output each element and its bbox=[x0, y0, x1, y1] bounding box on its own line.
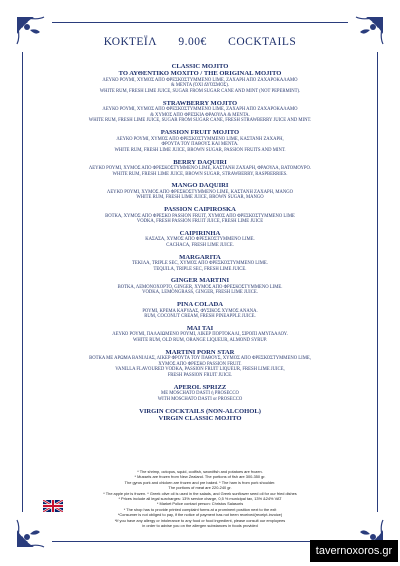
menu-item bbox=[42, 277, 358, 296]
item-name: BERRY DAQUIRI bbox=[173, 158, 227, 166]
menu-item bbox=[42, 206, 358, 225]
item-description: VODKA, LEMONGRASS, GINGER, FRESH LIME JUICE. bbox=[142, 290, 258, 296]
item-name: PASSION CAIPIROSKA bbox=[164, 206, 236, 214]
item-name: CAIPIRINHA bbox=[179, 229, 221, 237]
note-line: * The shop has to provide printed complaint forms at a prominent position next to the exit bbox=[123, 506, 277, 512]
item-name: MANGO DAQUIRI bbox=[171, 182, 229, 190]
page-title bbox=[0, 36, 400, 48]
item-name: VIRGIN CLASSIC MOJITO bbox=[158, 414, 242, 422]
title-greek: ΚΟΚΤΕΪΛ bbox=[103, 36, 158, 48]
note-line: The gyros pork and chicken are frozen and pre baked. * The ham is from pork shoulder. bbox=[124, 479, 276, 485]
item-description: WHITE RUM, FRESH LIME JUICE, BROWN SUGAR, PASSION FRUITS AND MINT. bbox=[114, 147, 286, 153]
cocktail-list bbox=[42, 63, 358, 428]
item-description: VODKA, FRESH PASSION FRUIT JUICE, FRESH LIME JUICE bbox=[136, 219, 264, 225]
note-line: * The shrimp, octopus, squid, codfish, swordfish and potatoes are frozen. bbox=[137, 469, 263, 474]
item-name: STRAWBERRY MOJITO bbox=[162, 99, 238, 107]
menu-item bbox=[42, 129, 358, 153]
note-line: *Consumer is not obliged to pay, if the notice of payment has not been received(receipt-invoice) bbox=[117, 512, 283, 518]
item-description: TEQUILA, TRIPLE SEC, FRESH LIME JUICE. bbox=[153, 266, 247, 272]
item-name: PASSION FRUIT MOJITO bbox=[160, 129, 240, 137]
item-description: RUM, COCONUT CREAM, FRESH PINEAPPLE JUICE. bbox=[144, 314, 256, 320]
item-description: ΒΟΤΚΑ, ΛΕΜΟΝΟΧΟΡΤΟ, GINGER, ΧΥΜΟΣ ΑΠΟ ΦΡΕΣΚΟΣΤΥΜΜΕΝΟ LIME. bbox=[117, 284, 283, 290]
item-name: MARGARITA bbox=[179, 253, 221, 261]
item-description: VANILLA FLAVOURED VODKA, PASSION FRUIT LIQUEUR, FRESH LIME JUICE, bbox=[115, 367, 285, 373]
item-description: & ΧΥΜΟΣ ΑΠΟ ΦΡΕΣΚΙΑ ΦΡΑΟΥΛΑ & ΜΕΝΤΑ. bbox=[150, 112, 250, 118]
note-line: *If you have any allergy or intolerance to any food or food ingredient, please consult our employees bbox=[114, 517, 286, 523]
note-line: * The apple pie is frozen. * Greek olive oil is used in the salads, and Greek sunflower seed oil for our fried dishes bbox=[103, 490, 297, 496]
item-description: ΜΕ MOSCHATO DASTI ή PROSECCO bbox=[161, 391, 239, 397]
item-description: FRESH PASSION FRUIT JUICE. bbox=[167, 372, 233, 378]
item-description: ΛΕΥΚΟ ΡΟΥΜΙ, ΧΥΜΟΣ ΑΠΟ ΦΡΕΣΚΟΣΤΥΜΜΕΝΟ LIME, ΚΑΣΤΑΝΗ ΖΑΧΑΡΗ, ΦΡΑΟΥΛΑ, ΒΑΤΟΜΟΥΡΟ. bbox=[88, 165, 312, 171]
uk-flag-icon[interactable] bbox=[43, 500, 63, 512]
menu-item bbox=[42, 325, 358, 344]
item-description: ΧΥΜΟΣ ΑΠΟ ΦΡΕΣΚΟ PASSION FRUIT. bbox=[158, 361, 242, 367]
item-description: WHITE RUM, OLD RUM, ORANGE LIQUEUR, ALMOND SYRUP. bbox=[133, 338, 267, 343]
frame-line-left bbox=[22, 52, 23, 512]
menu-item bbox=[42, 408, 358, 423]
menu-item bbox=[42, 63, 358, 95]
item-description: CACHACA, FRESH LIME JUICE. bbox=[166, 242, 234, 248]
item-description: ΛΕΥΚΟ ΡΟΥΜΙ, ΠΑΛΑΙΩΜΕΝΟ ΡΟΥΜΙ, ΛΙΚΕΡ ΠΟΡΤΟΚΑΛΙ, ΣΙΡΟΠΙ ΑΜΥΓΔΑΛΟΥ. bbox=[112, 332, 288, 338]
item-description: WHITE RUM, FRESH LIME JUICE, BROWN SUGAR, STRAWBERRY, RASPBERRIES. bbox=[112, 171, 288, 177]
item-description: WHITE RUM, FRESH LIME JUICE, SUGAR FROM SUGAR CANE, FRESH STRAWBERRY JUICE AND MINT. bbox=[88, 118, 312, 124]
menu-item bbox=[42, 230, 358, 249]
item-description: ΛΕΥΚΟ ΡΟΥΜΙ, ΧΥΜΟΣ ΑΠΟ ΦΡΕΣΚΟΣΤΥΜΜΕΝΟ LIME, ΖΑΧΑΡΗ ΑΠΟ ΖΑΧΑΡΟΚΑΛΑΜΟ bbox=[102, 77, 298, 83]
legal-notes bbox=[40, 469, 360, 528]
item-name: PINA COLADA bbox=[177, 301, 223, 309]
item-name: ΤΟ ΑΥΘΕΝΤΙΚΟ ΜΟΧΙΤΟ / THE ORIGINAL MOJITO bbox=[118, 70, 282, 78]
site-watermark: tavernoxoros.gr bbox=[310, 540, 398, 562]
item-name: GINGER MARTINI bbox=[170, 277, 230, 285]
frame-line-top bbox=[52, 22, 348, 23]
item-name: CLASSIC MOJITO bbox=[171, 63, 229, 70]
item-description: ΒΟΤΚΑ, ΧΥΜΟΣ ΑΠΟ ΦΡΕΣΚΟ PASSION FRUIT, ΧΥΜΟΣ ΑΠΟ ΦΡΕΣΚΟΣΤΥΜΜΕΝΟ LIME bbox=[105, 213, 295, 219]
item-description: ΤΕΚΙΛΑ, TRIPLE SEC, ΧΥΜΟΣ ΑΠΟ ΦΡΕΣΚΟΣΤΥΜΜΕΝΟ LIME. bbox=[132, 261, 268, 267]
menu-item bbox=[42, 301, 358, 320]
note-line: * Prices include all legal surcharges: 13% service charge, 0,5 % municipal tax, 13% &24% VAT bbox=[118, 496, 282, 502]
item-description: ΛΕΥΚΟ ΡΟΥΜΙ, ΧΥΜΟΣ ΑΠΟ ΦΡΕΣΚΟΣΤΥΜΜΕΝΟ LIME, ΚΑΣΤΑΝΗ ΖΑΧΑΡΗ, bbox=[116, 136, 284, 142]
note-line: The portions of meat are 220-240 gr. bbox=[168, 485, 232, 491]
item-description: & ΜΕΝΤΑ (ΌΧΙ ΔΥΌΣΜΟΣ). bbox=[171, 83, 229, 89]
note-line: * Market Police contact person: Christos Salasoris bbox=[156, 501, 244, 507]
title-english: COCKTAILS bbox=[228, 36, 297, 48]
item-description: WHITE RUM, FRESH LIME JUICE, SUGAR FROM SUGAR CANE AND MINT (NOT PEPERMINT). bbox=[99, 89, 301, 94]
menu-item bbox=[42, 349, 358, 379]
frame-line-bottom bbox=[52, 541, 348, 542]
menu-item bbox=[42, 254, 358, 273]
frame-line-right bbox=[377, 52, 378, 512]
item-name: VIRGIN COCKTAILS (NON-ALCOHOL) bbox=[139, 407, 261, 415]
item-name: MAI TAI bbox=[186, 325, 214, 332]
item-description: ΦΡΟΥΤΑ ΤΟΥ ΠΑΘΟΥΣ ΚΑΙ ΜΕΝΤΑ. bbox=[161, 142, 239, 148]
item-description: ΒΟΤΚΑ ΜΕ ΑΡΩΜΑ ΒΑΝΙΛΙΑΣ, ΛΙΚΕΡ ΦΡΟΥΤΑ ΤΟΥ ΠΑΘΟΥΣ, ΧΥΜΟΣ ΑΠΟ ΦΡΕΣΚΟΣΤΥΜΜΕΝΟ LIME, bbox=[89, 356, 311, 362]
menu-item bbox=[42, 182, 358, 201]
menu-item bbox=[42, 384, 358, 403]
menu-item bbox=[42, 159, 358, 178]
item-name: APEROL SPRIZZ bbox=[173, 383, 227, 391]
item-description: WITH MOSCHATO DASTI or PROSECCO bbox=[157, 396, 243, 402]
price: 9.00€ bbox=[178, 36, 207, 48]
note-line: * Mussels are frozen from New Zealand. The portions of fish are 300-350 gr. bbox=[134, 474, 266, 480]
item-description: ΛΕΥΚΟ ΡΟΥΜΙ, ΧΥΜΟΣ ΑΠΟ ΦΡΕΣΚΟΣΤΥΜΜΕΝΟ LIME, ΖΑΧΑΡΗ ΑΠΟ ΖΑΧΑΡΟΚΑΛΑΜΟ bbox=[102, 107, 298, 113]
note-line: in order to advise you on the allergen substances in foods provided bbox=[142, 523, 258, 529]
item-description: ΛΕΥΚΟ ΡΟΥΜΙ, ΧΥΜΟΣ ΑΠΟ ΦΡΕΣΚΟΣΤΥΜΜΕΝΟ LIME, ΚΑΣΤΑΝΗ ΖΑΧΑΡΗ, MANGO bbox=[106, 189, 294, 195]
item-name: MARTINI PORN STAR bbox=[165, 348, 235, 356]
item-description: ΚΑΣΑΣΑ, ΧΥΜΟΣ ΑΠΟ ΦΡΕΣΚΟΣΤΥΜΜΕΝΟ LIME. bbox=[145, 237, 255, 243]
menu-item bbox=[42, 100, 358, 124]
item-description: WHITE RUM, FRESH LIME JUICE, BROWN SUGAR, MANGO bbox=[136, 195, 264, 201]
item-description: ΡΟΥΜΙ, ΚΡΕΜΑ ΚΑΡΥΔΑΣ, ΦΥΣΙΚΟΣ ΧΥΜΟΣ ΑΝΑΝΑ. bbox=[142, 308, 258, 314]
